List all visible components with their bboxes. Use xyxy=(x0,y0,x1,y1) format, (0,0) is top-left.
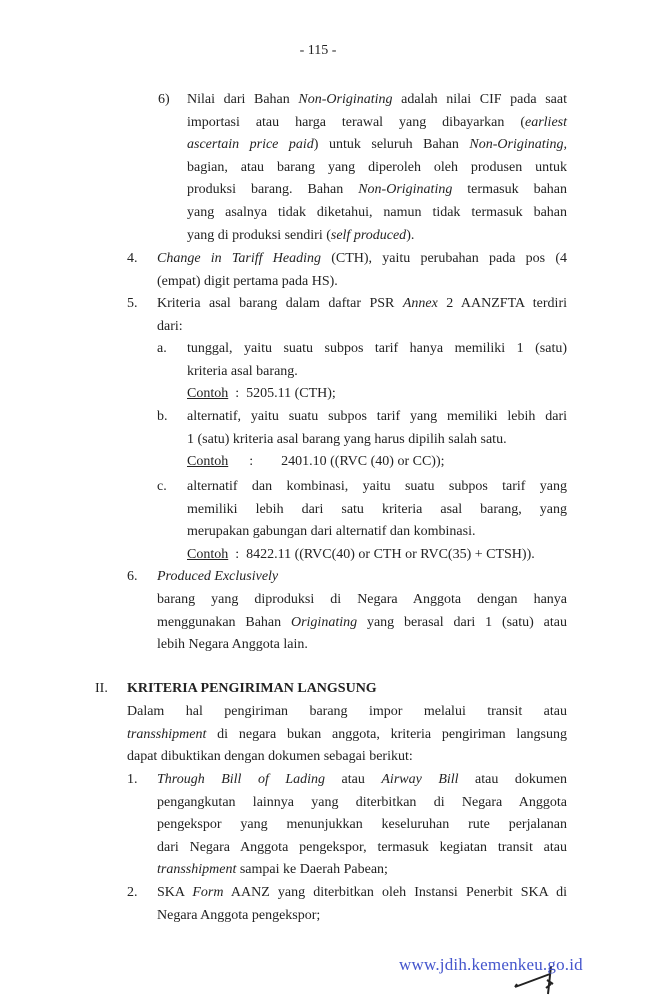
text-segment: merupakan gabungan dari alternatif dan kombinasi. xyxy=(187,524,476,540)
text-segment: pengangkutan lainnya yang diterbitkan di Negara Anggota xyxy=(157,794,567,810)
text-segment: ) untuk seluruh Bahan xyxy=(313,137,470,153)
list-item-6-nilai xyxy=(158,89,568,247)
section-intro-paragraph xyxy=(127,701,567,769)
section-heading-II xyxy=(95,678,567,701)
text-line xyxy=(157,634,567,657)
text-segment: SKA xyxy=(157,885,193,900)
text-segment: di negara bukan anggota, kriteria pengiriman langsung xyxy=(206,726,567,742)
text-line xyxy=(157,271,567,294)
text-segment: earliest xyxy=(525,114,567,130)
list-item-2-ska-form xyxy=(127,882,567,927)
text-line xyxy=(157,814,567,837)
text-line xyxy=(157,566,567,589)
text-segment: Nilai dari Bahan xyxy=(187,92,299,107)
text-line xyxy=(187,112,567,135)
text-segment: Originating xyxy=(290,614,358,630)
text-segment: Airway Bill xyxy=(381,772,459,787)
text-segment: yang berasal dari 1 (satu) atau xyxy=(357,614,567,630)
sub-item-a xyxy=(157,338,567,406)
page-number: - 115 - xyxy=(299,43,337,58)
text-line xyxy=(157,293,567,316)
text-segment: alternatif dan kombinasi, yaitu suatu subpos tarif yang xyxy=(187,479,567,494)
list-item-1-bill-of-lading xyxy=(127,769,567,882)
list-item-5-kriteria xyxy=(127,293,567,338)
text-segment: bagian, atau barang yang diperoleh oleh produsen untuk xyxy=(187,159,567,175)
text-line xyxy=(157,612,567,635)
list-marker: c. xyxy=(157,479,167,494)
text-segment: Dalam hal pengiriman barang impor melalui transit atau xyxy=(127,704,567,719)
list-marker: II. xyxy=(95,681,108,696)
text-segment: atau dokumen xyxy=(458,772,567,787)
list-marker: 4. xyxy=(127,251,138,266)
text-segment: ascertain price paid xyxy=(187,137,314,153)
text-line xyxy=(127,678,567,701)
list-marker: 6. xyxy=(127,569,138,584)
text-segment: (empat) digit pertama pada HS). xyxy=(157,273,338,289)
text-segment: tunggal, yaitu suatu subpos tarif hanya memiliki 1 (satu) xyxy=(187,341,567,356)
text-segment: 2 AANZFTA terdiri xyxy=(437,296,567,311)
text-segment: Produced Exclusively xyxy=(157,569,279,584)
text-line xyxy=(187,157,567,180)
text-segment: dapat dibuktikan dengan dokumen sebagai berikut: xyxy=(127,749,413,765)
text-segment: Non-Originating xyxy=(298,92,393,107)
list-marker: b. xyxy=(157,409,168,424)
sub-item-b xyxy=(157,406,567,474)
list-item-6-produced xyxy=(127,566,567,589)
text-line xyxy=(187,429,567,452)
text-segment: : 5205.11 (CTH); xyxy=(228,386,336,402)
text-segment: (CTH), yaitu perubahan pada pos (4 xyxy=(320,251,567,266)
text-line xyxy=(187,202,567,225)
text-segment: kriteria asal barang. xyxy=(187,363,298,379)
example-label: Contoh xyxy=(187,386,229,402)
text-segment: transshipment xyxy=(127,726,207,742)
text-segment: ). xyxy=(406,227,415,243)
example-line xyxy=(187,544,567,567)
text-segment: Non-Originating, xyxy=(469,137,568,153)
text-segment: : 8422.11 ((RVC(40) or CTH or RVC(35) + CTSH)). xyxy=(228,546,535,562)
text-line xyxy=(187,89,567,112)
example-line xyxy=(187,383,567,406)
text-segment: dari: xyxy=(157,318,183,334)
text-segment: dari Negara Anggota pengekspor, termasuk kegiatan transit atau xyxy=(157,839,567,855)
text-line xyxy=(187,179,567,202)
text-segment: importasi atau harga terawal yang dibayarkan ( xyxy=(187,114,525,130)
text-segment: KRITERIA PENGIRIMAN LANGSUNG xyxy=(127,681,377,696)
text-segment: 1 (satu) kriteria asal barang yang harus dipilih salah satu. xyxy=(187,431,507,447)
text-line xyxy=(187,225,567,248)
text-segment: : 2401.10 ((RVC (40) or CC)); xyxy=(228,454,445,470)
list-marker: 2. xyxy=(127,885,138,900)
footer-url-link[interactable]: www.jdih.kemenkeu.go.id xyxy=(399,955,583,974)
text-segment: alternatif, yaitu suatu subpos tarif yang memiliki lebih dari xyxy=(187,409,567,424)
text-line xyxy=(187,361,567,384)
text-segment: atau xyxy=(325,772,382,787)
produced-description xyxy=(157,589,567,657)
text-line xyxy=(127,701,567,724)
text-line xyxy=(187,476,567,499)
text-segment: yang di produksi sendiri ( xyxy=(187,227,331,243)
text-segment: Kriteria asal barang dalam daftar PSR xyxy=(157,296,403,311)
text-segment: pengekspor yang menunjukkan keseluruhan rute perjalanan xyxy=(157,817,567,833)
text-line xyxy=(157,859,567,882)
text-segment: lebih Negara Anggota lain. xyxy=(157,637,308,653)
text-line xyxy=(157,905,567,928)
text-segment: AANZ yang diterbitkan oleh Instansi Penerbit SKA di xyxy=(223,885,567,900)
text-segment: menggunakan Bahan xyxy=(157,614,291,630)
text-line xyxy=(157,769,567,792)
text-segment: sampai ke Daerah Pabean; xyxy=(236,862,388,878)
list-marker: a. xyxy=(157,341,167,356)
example-line xyxy=(187,451,567,474)
text-segment: self produced xyxy=(330,227,407,243)
text-line xyxy=(157,316,567,339)
text-segment: termasuk bahan xyxy=(452,182,567,198)
example-label: Contoh xyxy=(187,454,229,470)
text-segment: adalah nilai CIF pada saat xyxy=(392,92,567,107)
text-line xyxy=(187,338,567,361)
text-line xyxy=(187,499,567,522)
text-line xyxy=(187,406,567,429)
text-segment: Negara Anggota pengekspor; xyxy=(157,907,321,923)
text-segment: Change in Tariff Heading xyxy=(157,251,321,266)
text-segment: Form xyxy=(192,885,224,900)
sub-item-c xyxy=(157,476,567,566)
list-marker: 5. xyxy=(127,296,138,311)
text-line xyxy=(157,792,567,815)
text-segment: yang asalnya tidak diketahui, namun tidak termasuk bahan xyxy=(187,204,567,220)
text-line xyxy=(157,248,567,271)
text-line xyxy=(127,746,567,769)
list-marker: 6) xyxy=(158,92,170,107)
text-line xyxy=(157,882,567,905)
text-line xyxy=(157,589,567,612)
text-line xyxy=(157,837,567,860)
text-segment: Annex xyxy=(402,296,438,311)
list-item-4-cth xyxy=(127,248,567,293)
text-segment: Through Bill of Lading xyxy=(157,772,326,787)
text-segment: Non-Originating xyxy=(358,182,453,198)
text-segment: memiliki lebih dari satu kriteria asal barang, yang xyxy=(187,501,567,517)
text-segment: transshipment xyxy=(157,862,237,878)
example-label: Contoh xyxy=(187,546,229,562)
text-line xyxy=(187,134,567,157)
text-line xyxy=(187,521,567,544)
text-segment: produksi barang. Bahan xyxy=(187,182,359,198)
text-segment: barang yang diproduksi di Negara Anggota dengan hanya xyxy=(157,592,567,607)
list-marker: 1. xyxy=(127,772,138,787)
text-line xyxy=(127,724,567,747)
